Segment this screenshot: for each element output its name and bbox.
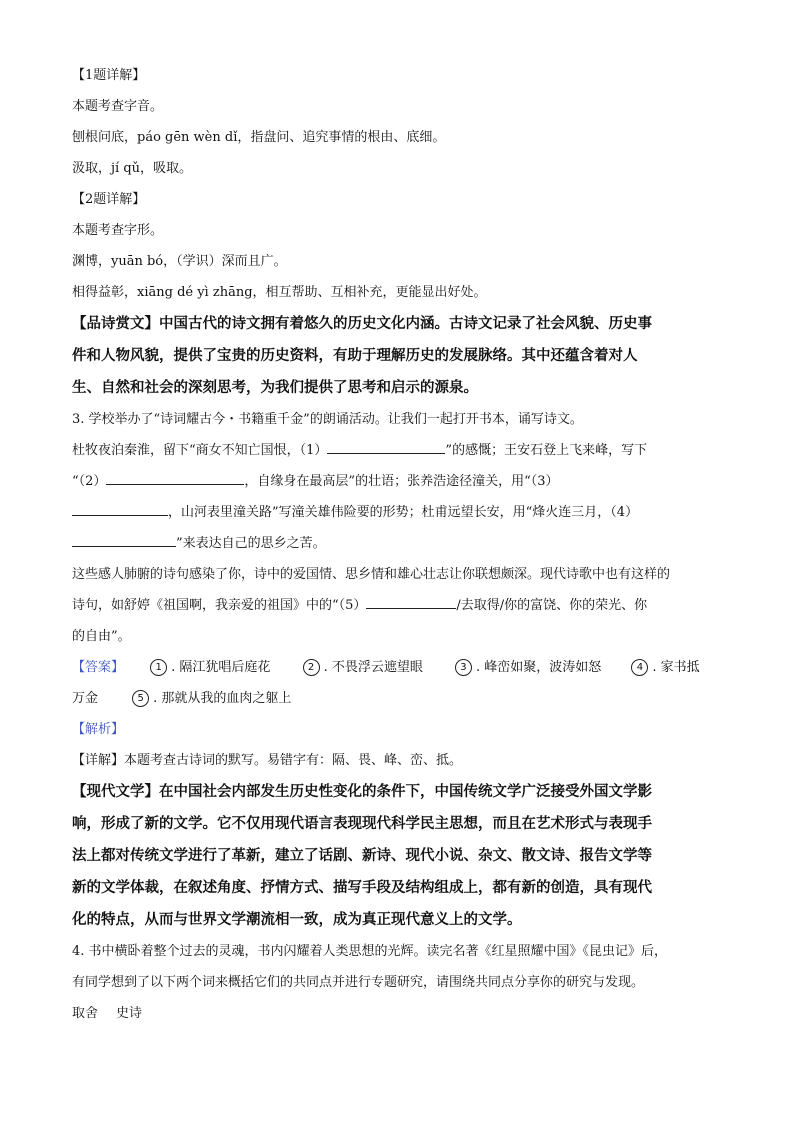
q2-line-1: 本题考查字形。: [72, 223, 164, 238]
q1-heading: 【1题详解】: [72, 68, 146, 83]
q3-text: “（2）: [72, 474, 107, 489]
q3-prompt: 3. 学校举办了“诗词耀古今・书籍重千金”的朗诵活动。让我们一起打开书本，诵写诗文。: [72, 412, 583, 427]
q3-line-5: [72, 528, 722, 559]
q3-text: ”的感慨；王安石登上飞来峰，写下: [445, 443, 648, 458]
q3-text: ，山河表里潼关路”写潼关雄伟险要的形势；杜甫远望长安，用“烽火连三月，（4）: [168, 505, 639, 520]
answer-item: [150, 652, 270, 683]
answer-item: [303, 652, 423, 683]
answer-item: [132, 683, 291, 714]
circled-number: 3: [455, 659, 472, 676]
answer-text: . 不畏浮云遮望眼: [323, 660, 423, 675]
q4-line-2: 有同学想到了以下两个词来概括它们的共同点并进行专题研究，请围绕共同点分享你的研究与发现。: [72, 975, 645, 990]
analysis-label: 【解析】: [72, 722, 125, 737]
q1-line-3: 汲取，jí qǔ，吸取。: [72, 161, 193, 176]
word-1: 取舍: [72, 1006, 99, 1021]
poem-intro-line-2: 件和人物风貌，提供了宝贵的历史资料，有助于理解历史的发展脉络。其中还蕴含着对人: [72, 347, 638, 364]
q3-text: /去取得/你的富饶、你的荣光、你: [456, 598, 648, 613]
answer-text: . 峰峦如聚，波涛如怒: [475, 660, 602, 675]
q1-line-1: 本题考查字音。: [72, 99, 164, 114]
document-page: [72, 60, 722, 1029]
word-2: 史诗: [116, 1006, 143, 1021]
modern-lit-line-3: 法上都对传统文学进行了革新，建立了话剧、新诗、现代小说、杂文、散文诗、报告文学等: [72, 847, 652, 864]
answer-item: [455, 652, 601, 683]
q2-line-3: 相得益彰，xiāng dé yì zhāng，相互帮助、互相补充，更能显出好处。: [72, 285, 487, 300]
q3-line-6: 这些感人肺腑的诗句感染了你，诗中的爱国情、思乡情和雄心壮志让你联想颇深。现代诗歌中也有这样的: [72, 567, 671, 582]
q3-line-4: [72, 497, 722, 528]
q3-text: ，自缘身在最高层”的壮语；张养浩途径潼关，用“（3）: [244, 474, 559, 489]
q3-line-8: 的自由”。: [72, 629, 131, 644]
blank-3: [72, 501, 168, 516]
modern-lit-line-4: 新的文学体裁，在叙述角度、抒情方式、描写手段及结构组成上，都有新的创造，具有现代: [72, 879, 652, 896]
poem-intro-line-1: 【品诗赏文】中国古代的诗文拥有着悠久的历史文化内涵。古诗文记录了社会风貌、历史事: [72, 315, 652, 332]
answer-row-2: [72, 683, 722, 714]
q4-words: [72, 998, 722, 1029]
answer-label: 【答案】: [72, 660, 125, 675]
circled-number: 1: [150, 659, 167, 676]
q3-line-2: [72, 435, 722, 466]
circled-number: 5: [132, 690, 149, 707]
answer-row-1: [72, 652, 722, 683]
q3-line-7: [72, 590, 722, 621]
modern-lit-line-5: 化的特点，从而与世界文学潮流相一致，成为真正现代意义上的文学。: [72, 911, 522, 928]
answer-text: . 那就从我的血肉之躯上: [153, 691, 292, 706]
q4-line-1: 4. 书中横卧着整个过去的灵魂，书内闪耀着人类思想的光辉。读完名著《红星照耀中国》《昆虫记》后，: [72, 944, 668, 959]
q3-text: ”来表达自己的思乡之苦。: [176, 536, 326, 551]
poem-intro-line-3: 生、自然和社会的深刻思考，为我们提供了思考和启示的源泉。: [72, 379, 478, 396]
blank-2: [106, 470, 244, 485]
modern-lit-line-1: 【现代文学】在中国社会内部发生历史性变化的条件下，中国传统文学广泛接受外国文学影: [72, 783, 652, 800]
modern-lit-line-2: 响，形成了新的文学。它不仅用现代语言表现现代科学民主思想，而且在艺术形式与表现手: [72, 815, 652, 832]
q2-heading: 【2题详解】: [72, 192, 146, 207]
circled-number: 2: [303, 659, 320, 676]
answer-text: . 隔江犹唱后庭花: [171, 660, 271, 675]
answer-item: [631, 652, 699, 683]
blank-4: [72, 532, 176, 547]
q3-line-3: [72, 466, 722, 497]
q2-line-2: 渊博，yuān bó，（学识）深而且广。: [72, 254, 287, 269]
answer-wrap-text: 万金: [72, 691, 99, 706]
detail-line: 【详解】本题考查古诗词的默写。易错字有：隔、畏、峰、峦、抵。: [72, 753, 463, 768]
q3-text: 诗句，如舒婷《祖国啊，我亲爱的祖国》中的“（5）: [72, 598, 367, 613]
q1-line-2: 刨根问底，páo gēn wèn dǐ，指盘问、追究事情的根由、底细。: [72, 130, 446, 145]
blank-1: [327, 439, 445, 454]
answer-text: . 家书抵: [652, 660, 700, 675]
blank-5: [366, 594, 456, 609]
q3-text: 杜牧夜泊秦淮，留下“商女不知亡国恨，（1）: [72, 443, 328, 458]
circled-number: 4: [631, 659, 648, 676]
